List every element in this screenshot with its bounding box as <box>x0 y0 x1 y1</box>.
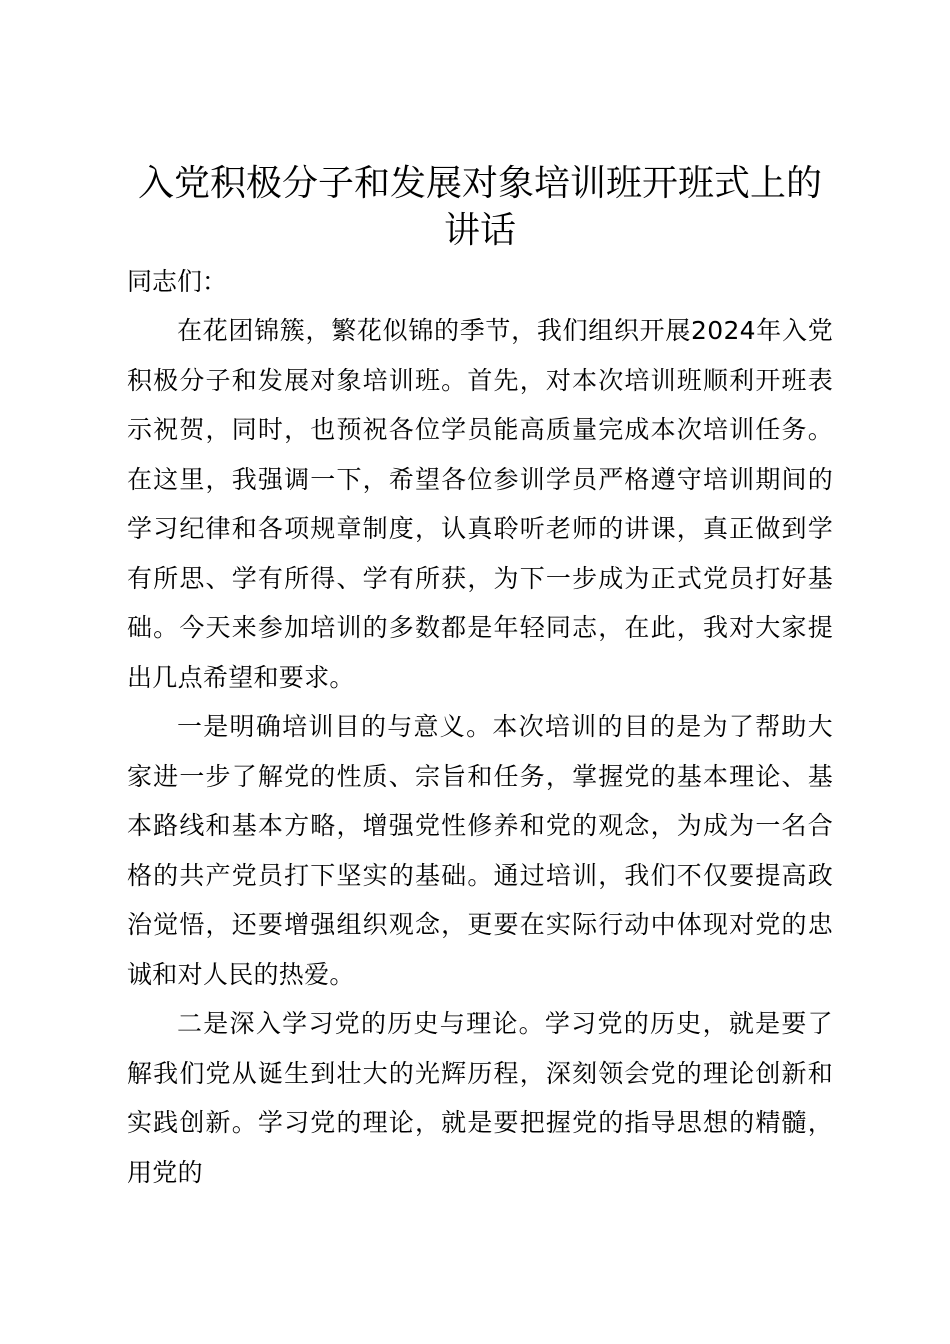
paragraph-opening: 在花团锦簇，繁花似锦的季节，我们组织开展2024年入党积极分子和发展对象培训班。首先，对本次培训班顺利开班表示祝贺，同时，也预祝各位学员能高质量完成本次培训任务。在这里，我强调一下，希望各位参训学员严格遵守培训期间的学习纪律和各项规章制度，认真聆听老师的讲课，真正做到学有所思、学有所得、学有所获，为下一步成为正式党员打好基础。今天来参加培训的多数都是年轻同志，在此，我对大家提出几点希望和要求。 <box>127 316 833 692</box>
paragraph-point-two: 二是深入学习党的历史与理论。学习党的历史，就是要了解我们党从诞生到壮大的光辉历程，深刻领会党的理论创新和实践创新。学习党的理论，就是要把握党的指导思想的精髓，用党的 <box>127 1009 833 1187</box>
document-body <box>127 160 833 1197</box>
document-title: 入党积极分子和发展对象培训班开班式上的讲话 <box>137 163 822 251</box>
salutation: 同志们： <box>127 267 228 296</box>
paragraph-point-one: 一是明确培训目的与意义。本次培训的目的是为了帮助大家进一步了解党的性质、宗旨和任务，掌握党的基本理论、基本路线和基本方略，增强党性修养和党的观念，为成为一名合格的共产党员打下坚实的基础。通过培训，我们不仅要提高政治觉悟，还要增强组织观念，更要在实际行动中体现对党的忠诚和对人民的热爱。 <box>127 712 833 989</box>
